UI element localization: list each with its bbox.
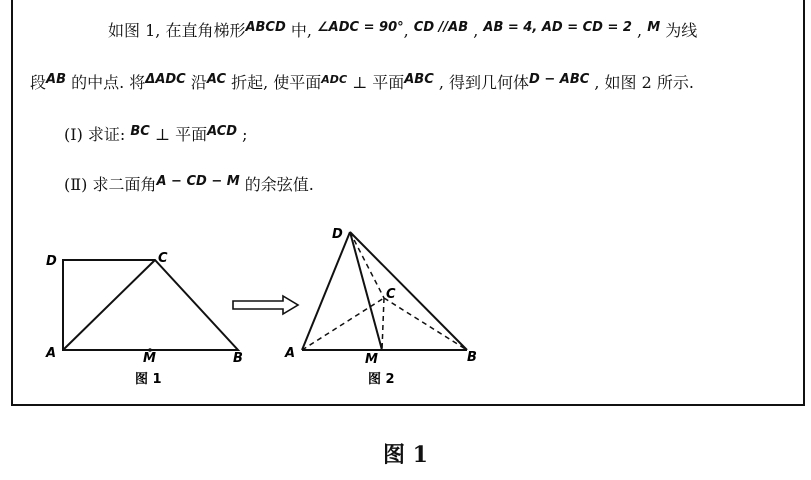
math: AB = 4, AD = CD = 2	[483, 20, 632, 35]
text: ,	[403, 21, 414, 40]
edge-cb	[384, 298, 467, 350]
label-m: M	[365, 352, 378, 367]
label-a: A	[285, 346, 296, 361]
label-b: B	[233, 351, 243, 366]
arrow-icon	[233, 296, 298, 314]
diagonal-ac	[63, 260, 155, 350]
text: 为线	[660, 21, 698, 40]
text: ,	[468, 21, 484, 40]
math: CD //AB	[413, 20, 469, 35]
figure-2-caption: 图 2	[368, 372, 395, 387]
math: ABCD	[245, 20, 286, 35]
edge-ac	[302, 298, 384, 350]
label-c: C	[386, 287, 396, 302]
figure-1-caption: 图 1	[135, 372, 162, 387]
label-d: D	[332, 227, 343, 242]
edge-db	[350, 232, 467, 350]
image-caption: 图 1	[383, 442, 428, 468]
text: ,	[631, 21, 648, 40]
math: A − CD − M	[156, 174, 240, 189]
math: ADC	[321, 73, 348, 86]
part-number: (Ⅰ)	[64, 125, 83, 144]
text: 中,	[285, 21, 318, 40]
label-d: D	[46, 254, 57, 269]
text: , 如图 2 所示.	[589, 73, 694, 92]
math: ACD	[207, 124, 238, 139]
math: ∠ADC = 90°	[317, 20, 404, 35]
label-m: M	[143, 351, 156, 366]
edge-dc	[350, 232, 384, 298]
math: AC	[206, 72, 227, 87]
text: 段	[30, 73, 47, 92]
math: M	[647, 20, 661, 35]
label-a: A	[46, 346, 57, 361]
label-c: C	[158, 251, 168, 266]
text: 沿	[185, 73, 207, 92]
text: 的余弦值.	[239, 175, 314, 194]
text: 折起, 使平面	[226, 73, 322, 92]
text: ;	[237, 125, 248, 144]
trapezoid-abcd	[63, 260, 238, 350]
math: ABC	[404, 72, 434, 87]
text: ⊥ 平面	[347, 73, 405, 92]
edge-dm	[350, 232, 382, 350]
label-b: B	[467, 350, 477, 365]
math: ΔADC	[145, 72, 186, 87]
text: 求二面角	[87, 175, 157, 194]
text: 求证:	[82, 125, 131, 144]
edge-da	[302, 232, 350, 350]
text: 如图 1, 在直角梯形	[108, 21, 246, 40]
math: BC	[130, 124, 150, 139]
figure-2	[284, 227, 477, 387]
text: 的中点. 将	[66, 73, 146, 92]
figure-1	[45, 251, 243, 387]
math: D − ABC	[529, 72, 590, 87]
text: , 得到几何体	[433, 73, 530, 92]
math: AB	[46, 72, 66, 87]
text: ⊥ 平面	[149, 125, 208, 144]
edge-cm	[382, 298, 384, 350]
part-number: (Ⅱ)	[64, 175, 88, 194]
